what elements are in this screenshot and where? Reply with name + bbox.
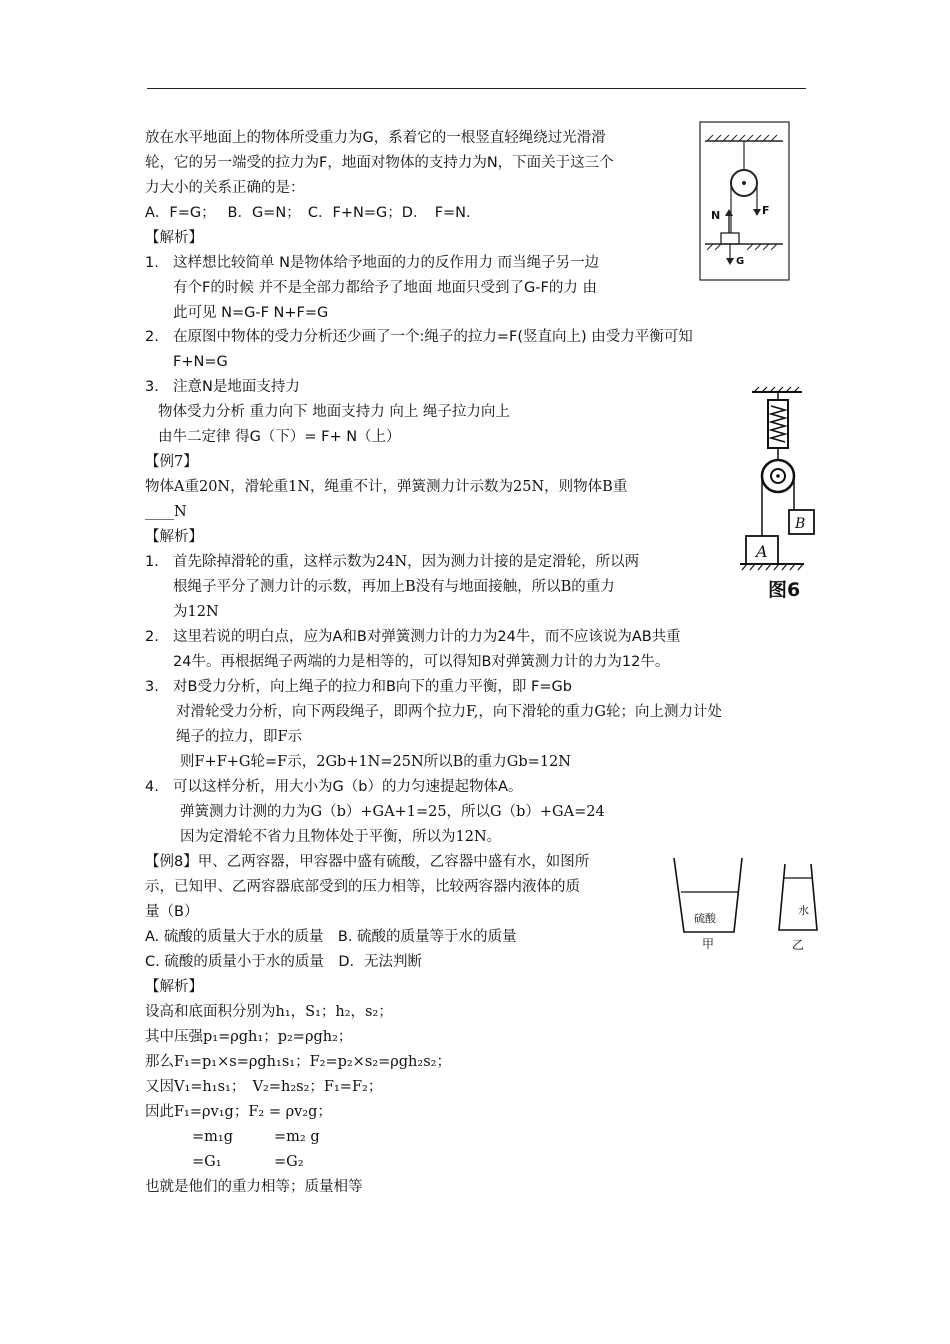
q6-options: A．F=G； B．G=N； C．F+N=G；D． F=N. bbox=[145, 205, 471, 221]
derivation-line-8: 也就是他们的重力相等；质量相等 bbox=[145, 1179, 363, 1195]
derivation-line-5: 因此F₁=ρv₁g；F₂ = ρv₂g； bbox=[145, 1104, 332, 1120]
q7-stem-1: 物体A重20N，滑轮重1N，绳重不计，弹簧测力计示数为25N，则物体B重 bbox=[145, 479, 628, 495]
q6-stem-1: 放在水平地面上的物体所受重力为G，系着它的一根竖直轻绳绕过光滑滑 bbox=[145, 130, 606, 146]
q8-option-ab: A. 硫酸的质量大于水的质量 B. 硫酸的质量等于水的质量 bbox=[145, 929, 517, 945]
q6-item-2-line-1: 在原图中物体的受力分析还少画了一个:绳子的拉力=F(竖直向上) 由受力平衡可知 bbox=[173, 329, 693, 345]
label-a: A bbox=[756, 542, 768, 561]
label-jia: 甲 bbox=[702, 937, 715, 951]
label-yi: 乙 bbox=[792, 938, 805, 952]
q7-item-2-line-2: 24牛。再根据绳子两端的力是相等的，可以得知B对弹簧测力计的力为12牛。 bbox=[173, 654, 670, 670]
label-g: G bbox=[736, 256, 745, 267]
label-acid: 硫酸 bbox=[694, 912, 716, 925]
q7-item-3-extra-1: 对滑轮受力分析，向下两段绳子，即两个拉力F,，向下滑轮的重力G轮；向上测力计处 bbox=[176, 704, 722, 720]
q7-stem-2: ____N bbox=[145, 504, 187, 520]
q7-item-3-line-1: 对B受力分析，向上绳子的拉力和B向下的重力平衡，即 F=Gb bbox=[173, 679, 572, 695]
q6-analysis-label: 【解析】 bbox=[145, 230, 203, 246]
q8-stem-1: 【例8】甲、乙两容器，甲容器中盛有硫酸，乙容器中盛有水，如图所 bbox=[145, 854, 590, 870]
pulley-figure-q6 bbox=[699, 121, 790, 281]
derivation-line-3: 那么F₁=p₁×s=ρgh₁s₁；F₂=p₂×s₂=ρgh₂s₂； bbox=[145, 1054, 451, 1070]
q8-analysis-label: 【解析】 bbox=[145, 979, 203, 995]
q7-item-3-extra-3: 则F+F+G轮=F示，2Gb+1N=25N所以B的重力Gb=12N bbox=[180, 754, 571, 770]
q8-stem-3: 量（B） bbox=[145, 904, 199, 920]
label-n: N bbox=[711, 209, 721, 222]
q7-item-2-line-1: 这里若说的明白点，应为A和B对弹簧测力计的力为24牛，而不应该说为AB共重 bbox=[173, 629, 681, 645]
q6-item-2-line-2: F+N=G bbox=[173, 354, 228, 370]
pulley-figure-q7 bbox=[738, 386, 816, 602]
q6-item-2-number: 2. bbox=[145, 329, 159, 345]
q7-item-4-extra-2: 因为定滑轮不省力且物体处于平衡，所以为12N。 bbox=[180, 829, 502, 845]
q6-extra-2: 由牛二定律 得G（下）= F+ N（上） bbox=[158, 429, 401, 445]
q6-stem-2: 轮，它的另一端受的拉力为F，地面对物体的支持力为N，下面关于这三个 bbox=[145, 155, 614, 171]
q6-stem-3: 力大小的关系正确的是： bbox=[145, 180, 305, 196]
q7-heading: 【例7】 bbox=[145, 454, 198, 470]
figure-caption: 图6 bbox=[768, 579, 801, 601]
q7-item-4-line-1: 可以这样分析，用大小为G（b）的力匀速提起物体A。 bbox=[173, 779, 523, 795]
q6-item-1-number: 1. bbox=[145, 255, 159, 271]
q6-item-3-number: 3. bbox=[145, 379, 159, 395]
q7-analysis-label: 【解析】 bbox=[145, 529, 203, 545]
q7-item-2-number: 2. bbox=[145, 629, 159, 645]
q7-item-1-line-1: 首先除掉滑轮的重，这样示数为24N，因为测力计接的是定滑轮，所以两 bbox=[173, 554, 640, 570]
q7-item-4-number: 4. bbox=[145, 779, 159, 795]
q6-item-3-line-1: 注意N是地面支持力 bbox=[173, 379, 300, 395]
label-b: B bbox=[795, 516, 806, 532]
q7-item-1-line-2: 根绳子平分了测力计的示数，再加上B没有与地面接触，所以B的重力 bbox=[173, 579, 615, 595]
q6-item-1-line-1: 这样想比较简单 N是物体给予地面的力的反作用力 而当绳子另一边 bbox=[173, 255, 600, 271]
derivation-line-1: 设高和底面积分别为h₁，S₁；h₂，s₂； bbox=[145, 1004, 393, 1020]
q6-item-1-line-3: 此可见 N=G-F N+F=G bbox=[173, 305, 329, 321]
label-water: 水 bbox=[798, 904, 809, 917]
derivation-line-6a: =m₁g bbox=[192, 1129, 233, 1145]
q8-option-cd: C. 硫酸的质量小于水的质量 D．无法判断 bbox=[145, 954, 423, 970]
q7-item-3-extra-2: 绳子的拉力，即F示 bbox=[176, 729, 303, 745]
header-rule bbox=[147, 88, 806, 89]
derivation-line-7b: =G₂ bbox=[274, 1154, 304, 1170]
derivation-line-6b: =m₂ g bbox=[274, 1129, 320, 1145]
derivation-line-2: 其中压强p₁=ρgh₁；p₂=ρgh₂； bbox=[145, 1029, 353, 1045]
q6-extra-1: 物体受力分析 重力向下 地面支持力 向上 绳子拉力向上 bbox=[158, 404, 510, 420]
containers-figure-q8 bbox=[670, 852, 830, 954]
q8-stem-2: 示，已知甲、乙两容器底部受到的压力相等，比较两容器内液体的质 bbox=[145, 879, 580, 895]
q7-item-4-extra-1: 弹簧测力计测的力为G（b）+GA+1=25，所以G（b）+GA=24 bbox=[180, 804, 605, 820]
q7-item-1-number: 1. bbox=[145, 554, 159, 570]
derivation-line-7a: =G₁ bbox=[192, 1154, 222, 1170]
q6-item-1-line-2: 有个F的时候 并不是全部力都给予了地面 地面只受到了G-F的力 由 bbox=[173, 280, 597, 296]
derivation-line-4: 又因V₁=h₁s₁； V₂=h₂s₂；F₁=F₂； bbox=[145, 1079, 383, 1095]
q7-item-1-line-3: 为12N bbox=[173, 604, 219, 620]
label-f: F bbox=[762, 204, 770, 217]
q7-item-3-number: 3. bbox=[145, 679, 159, 695]
